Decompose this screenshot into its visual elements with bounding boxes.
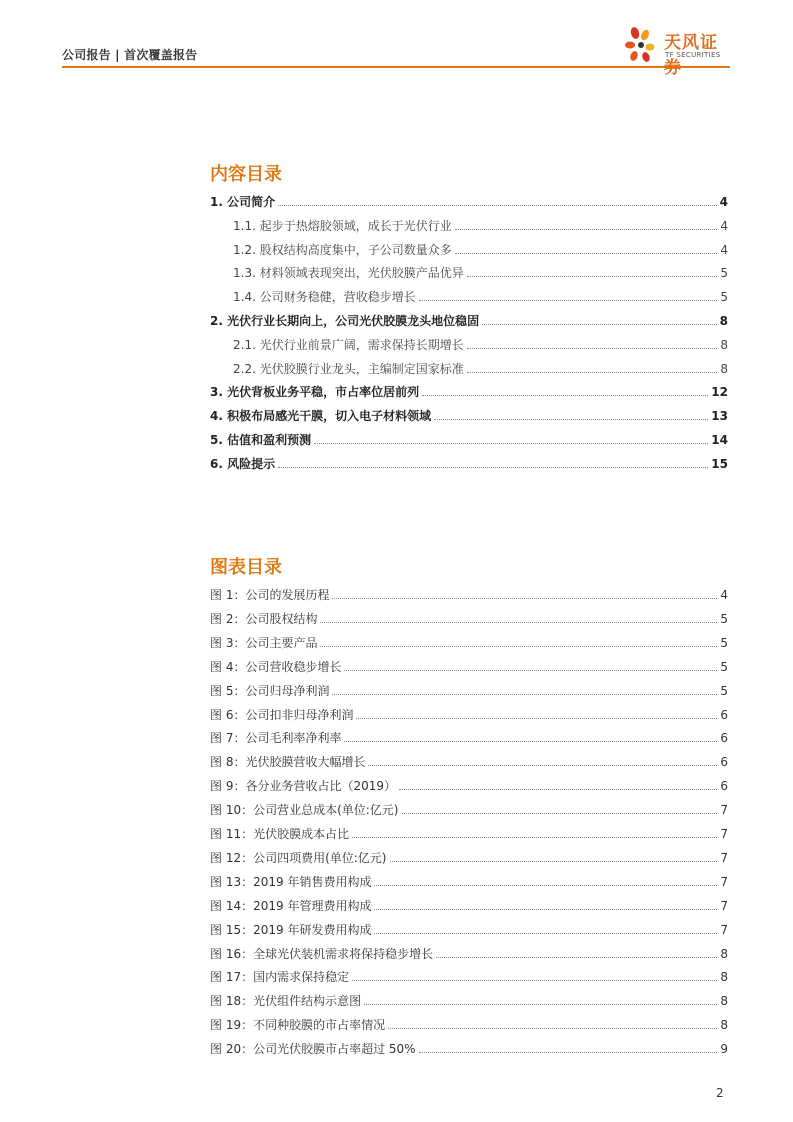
entry-label: 图 3：公司主要产品 [210,635,318,650]
dot-leader [482,324,717,325]
entry-page-number: 7 [720,827,728,841]
entry-label: 图 17：国内需求保持稳定 [210,970,350,985]
dot-leader [374,933,717,934]
entry-label: 6. 风险提示 [210,456,276,471]
entry-label: 4. 积极布局感光干膜，切入电子材料领域 [210,409,432,424]
entry-label: 3. 光伏背板业务平稳，市占率位居前列 [210,385,420,400]
entry-page-number: 5 [720,611,728,626]
dot-leader [368,765,717,766]
entry-label: 2.1. 光伏行业前景广阔，需求保持长期增长 [233,337,464,352]
figure-entry[interactable] [210,773,728,793]
entry-page-number: 6 [720,779,728,794]
figure-entry[interactable] [210,917,728,937]
dot-leader [434,419,708,420]
entry-label: 图 14：2019 年管理费用构成 [210,898,372,913]
figure-entry[interactable] [210,869,728,889]
entry-page-number: 8 [720,1018,728,1033]
dot-leader [467,276,718,277]
entry-page-number: 9 [720,1042,728,1057]
entry-label: 1.1. 起步于热熔胶领域，成长于光伏行业 [233,218,452,233]
figure-entry[interactable] [210,702,728,722]
entry-label: 1.4. 公司财务稳健，营收稳步增长 [233,290,416,305]
entry-label: 1. 公司简介 [210,195,276,209]
entry-page-number: 7 [720,922,728,937]
logo-text-english: TF SECURITIES [665,51,721,59]
figures-title: 图表目录 [210,557,282,578]
toc-title: 内容目录 [210,164,282,185]
entry-label: 图 13：2019 年销售费用构成 [210,874,372,889]
figure-entry[interactable] [210,964,728,984]
entry-page-number: 14 [711,433,728,447]
entry-label: 图 2：公司股权结构 [210,611,318,626]
entry-label: 图 12：公司四项费用(单位:亿元) [210,850,387,865]
entry-label: 图 7：公司毛利率净利率 [210,731,342,746]
toc-entry[interactable] [210,379,728,399]
dot-leader [278,467,708,468]
dot-leader [422,395,708,396]
toc-entry[interactable] [233,356,728,376]
figure-entry[interactable] [210,678,728,698]
dot-leader [320,622,717,623]
toc-entry[interactable] [233,260,728,280]
entry-page-number: 13 [711,409,728,424]
entry-page-number: 5 [720,635,728,650]
entry-page-number: 5 [720,290,728,305]
dot-leader [364,1004,717,1005]
dot-leader [374,909,717,910]
entry-page-number: 8 [720,994,728,1009]
toc-entry[interactable] [233,284,728,304]
dot-leader [332,598,717,599]
entry-page-number: 8 [720,361,728,376]
figure-entry[interactable] [210,582,728,602]
toc-entry[interactable] [210,451,728,471]
entry-page-number: 6 [720,755,728,770]
entry-page-number: 4 [720,588,728,602]
dot-leader [344,741,717,742]
dot-leader [352,980,717,981]
figure-entry[interactable] [210,941,728,961]
entry-page-number: 5 [720,659,728,674]
toc-entry[interactable] [210,427,728,447]
toc-entry[interactable] [233,213,728,233]
entry-label: 图 4：公司营收稳步增长 [210,659,342,674]
entry-label: 5. 估值和盈利预测 [210,433,312,447]
entry-label: 图 16：全球光伏装机需求将保持稳步增长 [210,946,434,961]
dot-leader [402,813,718,814]
entry-label: 图 5：公司归母净利润 [210,683,330,698]
entry-page-number: 5 [720,266,728,281]
toc-entry[interactable] [233,237,728,257]
entry-label: 2.2. 光伏胶膜行业龙头，主编制定国家标准 [233,361,464,376]
figure-entry[interactable] [210,1012,728,1032]
dot-leader [374,885,717,886]
dot-leader [419,300,718,301]
entry-page-number: 12 [711,385,728,400]
dot-leader [436,957,717,958]
entry-label: 图 1：公司的发展历程 [210,588,330,602]
entry-label: 图 15：2019 年研发费用构成 [210,922,372,937]
entry-page-number: 15 [711,456,728,471]
figure-entry[interactable] [210,606,728,626]
dot-leader [314,443,708,444]
entry-page-number: 8 [720,970,728,985]
entry-label: 图 19：不同种胶膜的市占率情况 [210,1018,386,1033]
entry-label: 图 11：光伏胶膜成本占比 [210,827,350,841]
figure-entry[interactable] [210,893,728,913]
entry-label: 2. 光伏行业长期向上，公司光伏胶膜龙头地位稳固 [210,314,480,328]
entry-page-number: 8 [720,946,728,961]
entry-page-number: 4 [720,218,728,233]
entry-page-number: 8 [719,314,728,328]
dot-leader [356,718,717,719]
dot-leader [320,646,717,647]
figure-entry[interactable] [210,845,728,865]
page-number: 2 [716,1086,724,1100]
dot-leader [467,348,718,349]
figure-entry[interactable] [210,725,728,745]
entry-page-number: 6 [720,707,728,722]
entry-label: 1.3. 材料领域表现突出，光伏胶膜产品优异 [233,266,464,281]
entry-page-number: 7 [720,803,728,818]
entry-label: 图 6：公司扣非归母净利润 [210,707,354,722]
entry-label: 图 20：公司光伏胶膜市占率超过 50% [210,1042,416,1057]
figure-entry[interactable] [210,1036,728,1056]
entry-page-number: 7 [720,898,728,913]
header-divider [62,66,730,68]
entry-label: 图 9：各分业务营收占比（2019） [210,779,396,794]
toc-entry[interactable] [233,332,728,352]
report-type-header: 公司报告 | 首次覆盖报告 [62,48,198,62]
toc-entry[interactable] [210,308,728,328]
entry-page-number: 7 [720,850,728,865]
figure-entry[interactable] [210,797,728,817]
figure-entry[interactable] [210,749,728,769]
entry-page-number: 6 [720,731,728,746]
figure-entry[interactable] [210,630,728,650]
figure-entry[interactable] [210,654,728,674]
dot-leader [388,1028,717,1029]
figure-entry[interactable] [210,821,728,841]
entry-page-number: 8 [720,337,728,352]
dot-leader [390,861,718,862]
flower-logo-icon [622,26,662,66]
entry-label: 1.2. 股权结构高度集中，子公司数量众多 [233,242,452,257]
dot-leader [332,694,717,695]
entry-page-number: 4 [720,242,728,257]
entry-label: 图 8：光伏胶膜营收大幅增长 [210,755,366,770]
toc-entry[interactable] [210,189,728,209]
dot-leader [344,670,717,671]
dot-leader [352,837,717,838]
dot-leader [278,205,717,206]
dot-leader [467,372,718,373]
logo-text-chinese: 天风证券 [664,33,718,78]
entry-page-number: 5 [720,683,728,698]
toc-entry[interactable] [210,403,728,423]
entry-label: 图 10：公司营业总成本(单位:亿元) [210,803,399,818]
entry-label: 图 18：光伏组件结构示意图 [210,994,362,1009]
dot-leader [399,789,717,790]
entry-page-number: 4 [719,195,728,209]
dot-leader [455,253,718,254]
entry-page-number: 7 [720,874,728,889]
company-logo [622,26,732,78]
dot-leader [419,1052,718,1053]
figure-entry[interactable] [210,988,728,1008]
dot-leader [455,229,718,230]
